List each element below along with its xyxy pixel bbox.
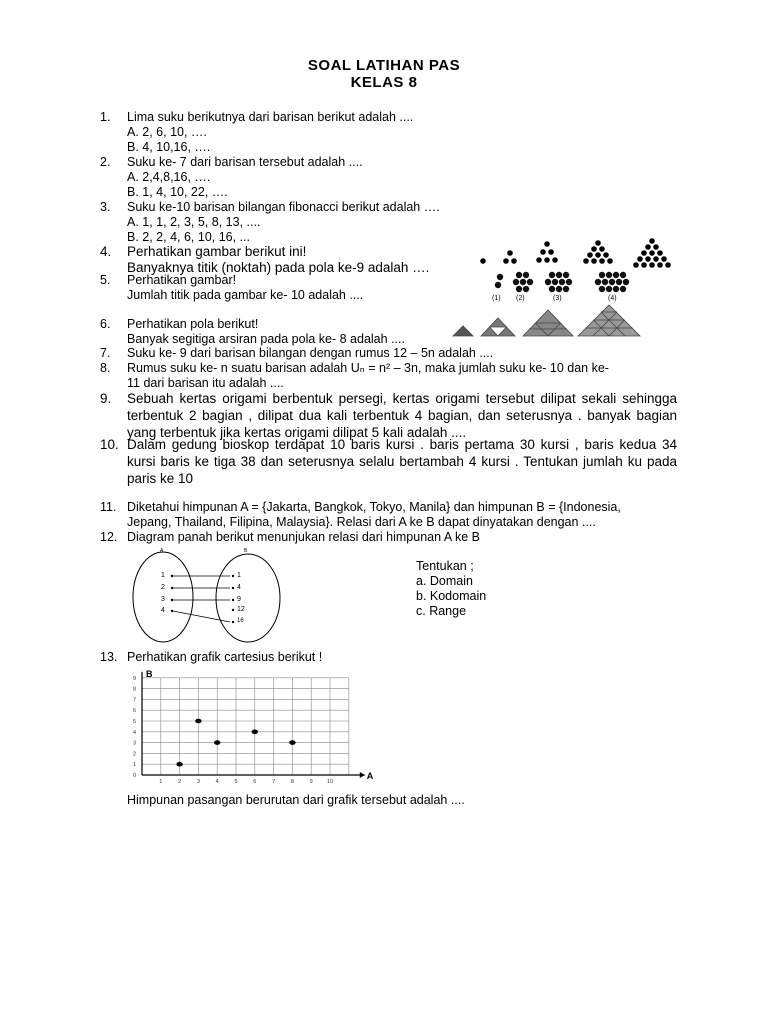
question-text: Diketahui himpunan A = {Jakarta, Bangkok, Tokyo, Manila} dan himpunan B = {Indonesia, bbox=[127, 500, 621, 514]
y-tick-label: 9 bbox=[132, 675, 136, 682]
x-tick-label: 3 bbox=[196, 779, 200, 785]
y-tick-label: 7 bbox=[132, 697, 136, 704]
y-tick-label: 1 bbox=[132, 762, 136, 769]
dot-figure-label: (2) bbox=[516, 295, 525, 302]
x-axis-arrowhead bbox=[360, 772, 365, 778]
domain-item: 4 bbox=[161, 607, 165, 614]
x-tick-label: 10 bbox=[326, 779, 334, 785]
set-a-label: A bbox=[160, 548, 164, 554]
data-point bbox=[289, 740, 295, 745]
question-text: Sebuah kertas origami berbentuk persegi, kertas origami tersebut dilipat sekali sehingga terbentuk 2 bagian , dilipat dua kali terbentuk 4 bagian, dan seterusnya . banyak bagian yang terbentuk jika kertas origami dilipat 5 kali adalah .... bbox=[127, 391, 677, 440]
question-text: Lima suku berikutnya dari barisan berikut adalah .... bbox=[127, 110, 414, 124]
x-tick-label: 8 bbox=[290, 779, 294, 785]
x-tick-label: 5 bbox=[234, 779, 238, 785]
question-number: 4. bbox=[100, 244, 112, 259]
codomain-item: 12 bbox=[237, 606, 245, 613]
option-b: B. 4, 10,16, …. bbox=[127, 140, 211, 154]
question-text: Perhatikan gambar! bbox=[127, 273, 237, 287]
dot-figure-label: (3) bbox=[553, 295, 562, 302]
y-tick-label: 5 bbox=[132, 719, 136, 725]
question-text: Jumlah titik pada gambar ke- 10 adalah .... bbox=[127, 288, 364, 302]
y-tick-label: 6 bbox=[132, 708, 136, 715]
set-b-label: B bbox=[244, 548, 248, 554]
question-number: 3. bbox=[100, 200, 111, 214]
option-b: B. 2, 2, 4, 6, 10, 16, ... bbox=[127, 230, 250, 244]
arrow-diagram bbox=[130, 548, 290, 644]
domain-item: 3 bbox=[161, 596, 165, 603]
question-text: Dalam gedung bioskop terdapat 10 baris kursi . baris pertama 30 kursi , baris kedua 34 kursi baris ke tiga 38 dan seterusnya selalu bertambah 4 kursi . Tentukan jumlah ku pada paris ke 10 bbox=[127, 437, 677, 486]
question-text: 11 dari barisan itu adalah .... bbox=[127, 376, 284, 390]
y-tick-label: 8 bbox=[132, 686, 136, 693]
dot-figure-label: (4) bbox=[608, 295, 617, 302]
y-axis-label: B bbox=[146, 668, 153, 679]
dot-figure-label: (1) bbox=[492, 295, 501, 302]
question-text: Suku ke-10 barisan bilangan fibonacci berikut adalah …. bbox=[127, 200, 440, 214]
option-b: B. 1, 4, 10, 22, …. bbox=[127, 185, 228, 199]
x-tick-label: 7 bbox=[272, 779, 276, 785]
option-a: A. 2, 6, 10, …. bbox=[127, 125, 207, 139]
shaded-triangle-pattern bbox=[450, 304, 650, 338]
question-text: Jepang, Thailand, Filipina, Malaysia}. Relasi dari A ke B dapat dinyatakan dengan .... bbox=[127, 515, 596, 529]
question-text: Perhatikan pola berikut! bbox=[127, 317, 259, 331]
data-point bbox=[252, 730, 258, 735]
codomain-item: 9 bbox=[237, 596, 241, 603]
question-text: Suku ke- 9 dari barisan bilangan dengan rumus 12 – 5n adalah .... bbox=[127, 346, 494, 360]
data-point bbox=[214, 740, 220, 745]
domain-item: 1 bbox=[161, 572, 165, 579]
y-tick-label: 4 bbox=[132, 729, 136, 736]
question-number: 1. bbox=[100, 110, 111, 124]
question-number: 10. bbox=[100, 437, 119, 452]
question-number: 12. bbox=[100, 530, 118, 544]
question-text: Rumus suku ke- n suatu barisan adalah Uₙ = n² – 3n, maka jumlah suku ke- 10 dan ke- bbox=[127, 361, 609, 375]
option-a: A. 1, 1, 2, 3, 5, 8, 13, .... bbox=[127, 215, 261, 229]
triangular-dot-pattern bbox=[476, 238, 676, 270]
x-tick-label: 9 bbox=[309, 779, 313, 785]
question-10 bbox=[100, 436, 680, 490]
y-tick-label: 0 bbox=[132, 773, 136, 779]
question-text: Suku ke- 7 dari barisan tersebut adalah .... bbox=[127, 155, 363, 169]
tentukan-heading: Tentukan ; bbox=[416, 559, 474, 573]
question-number: 5. bbox=[100, 273, 111, 287]
page-title: SOAL LATIHAN PAS bbox=[307, 57, 461, 74]
question-text: Diagram panah berikut menunjukan relasi dari himpunan A ke B bbox=[127, 530, 480, 544]
y-tick-label: 3 bbox=[132, 740, 136, 747]
question-text: Banyak segitiga arsiran pada pola ke- 8 adalah .... bbox=[127, 332, 405, 346]
question-text: Perhatikan grafik cartesius berikut ! bbox=[127, 650, 323, 664]
question-text: Banyaknya titik (noktah) pada pola ke-9 adalah …. bbox=[127, 260, 430, 275]
y-tick-label: 2 bbox=[132, 751, 136, 758]
x-tick-label: 6 bbox=[253, 779, 257, 785]
tentukan-c: c. Range bbox=[416, 604, 467, 618]
question-number: 7. bbox=[100, 346, 111, 360]
question-number: 9. bbox=[100, 391, 112, 406]
question-text: Himpunan pasangan berurutan dari grafik tersebut adalah .... bbox=[127, 793, 465, 807]
question-number: 6. bbox=[100, 317, 111, 331]
question-number: 13. bbox=[100, 650, 118, 664]
dot-cluster-pattern bbox=[488, 270, 648, 306]
domain-item: 2 bbox=[161, 584, 165, 591]
tentukan-b: b. Kodomain bbox=[416, 589, 487, 603]
codomain-item: 1 bbox=[237, 572, 241, 579]
x-tick-label: 2 bbox=[178, 779, 182, 785]
tentukan-a: a. Domain bbox=[416, 574, 473, 588]
question-number: 8. bbox=[100, 361, 111, 375]
question-number: 2. bbox=[100, 155, 111, 169]
codomain-item: 4 bbox=[237, 584, 241, 591]
question-text: Perhatikan gambar berikut ini! bbox=[127, 244, 307, 259]
x-tick-label: 4 bbox=[215, 779, 219, 785]
cartesian-chart bbox=[120, 662, 382, 788]
question-number: 11. bbox=[100, 500, 117, 514]
x-axis-label: A bbox=[366, 771, 374, 781]
data-point bbox=[176, 762, 182, 767]
data-point bbox=[195, 719, 201, 724]
x-tick-label: 1 bbox=[159, 779, 163, 785]
codomain-item: 16 bbox=[237, 618, 244, 624]
option-a: A. 2,4,8,16, …. bbox=[127, 170, 211, 184]
page-subtitle: KELAS 8 bbox=[350, 74, 418, 91]
